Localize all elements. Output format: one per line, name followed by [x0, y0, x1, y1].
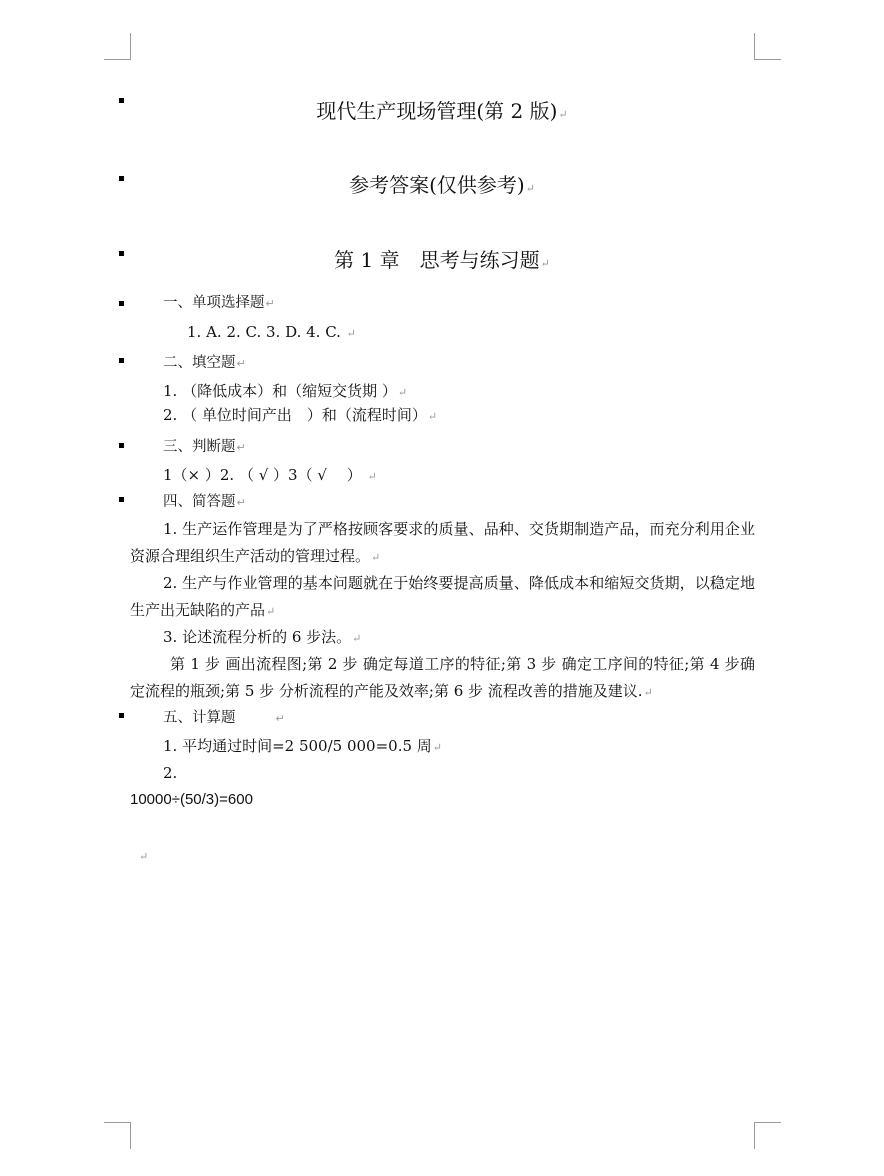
crop-mark-top-left [104, 33, 131, 60]
section-heading: 一、单项选择题↵ [163, 295, 275, 311]
paragraph-mark: ↵ [139, 850, 149, 863]
crop-mark-bottom-right [754, 1122, 781, 1149]
bullet [119, 443, 124, 448]
answer-line: 3. 论述流程分析的 6 步法。↵ [163, 628, 362, 646]
answer-line: 2. [163, 764, 178, 782]
section-heading: 五、计算题 ↵ [163, 710, 285, 726]
bullet [119, 301, 124, 306]
answer-line: 1. （降低成本）和（缩短交货期 ）↵ [163, 382, 408, 400]
crop-mark-top-right [754, 33, 781, 60]
bullet [119, 358, 124, 363]
crop-mark-bottom-left [104, 1122, 131, 1149]
section-heading: 四、简答题↵ [163, 494, 246, 510]
section-heading: 二、填空题↵ [163, 355, 246, 371]
document-subtitle: 参考答案(仅供参考)↵ [349, 173, 535, 197]
answer-line: 1（× ）2. （ √ ）3（ √ ） ↵ [163, 466, 377, 484]
section-heading: 三、判断题↵ [163, 439, 246, 455]
answer-line: 10000÷(50/3)=600 [130, 791, 253, 808]
answer-paragraph: 第 1 步 画出流程图;第 2 步 确定每道工序的特征;第 3 步 确定工序间的特征;第 4 步确定流程的瓶颈;第 5 步 分析流程的产能及效率;第 6 步 流程改善的措施及建议.↵ [130, 655, 755, 700]
chapter-heading: 第 1 章 思考与练习题↵ [334, 248, 550, 272]
answer-paragraph: 1. 生产运作管理是为了严格按顾客要求的质量、品种、交货期制造产品，而充分利用企业资源合理组织生产活动的管理过程。↵ [130, 520, 755, 565]
bullet [119, 497, 124, 502]
document-title: 现代生产现场管理(第 2 版)↵ [316, 99, 568, 123]
answer-line: 1. 平均通过时间=2 500/5 000=0.5 周↵ [163, 737, 442, 755]
answer-line: 1. A. 2. C. 3. D. 4. C. ↵ [187, 323, 356, 341]
answer-line: 2. （ 单位时间产出 ）和（流程时间）↵ [163, 406, 438, 424]
answer-paragraph: 2. 生产与作业管理的基本问题就在于始终要提高质量、降低成本和缩短交货期，以稳定地生产出无缺陷的产品↵ [130, 574, 755, 619]
bullet [119, 713, 124, 718]
